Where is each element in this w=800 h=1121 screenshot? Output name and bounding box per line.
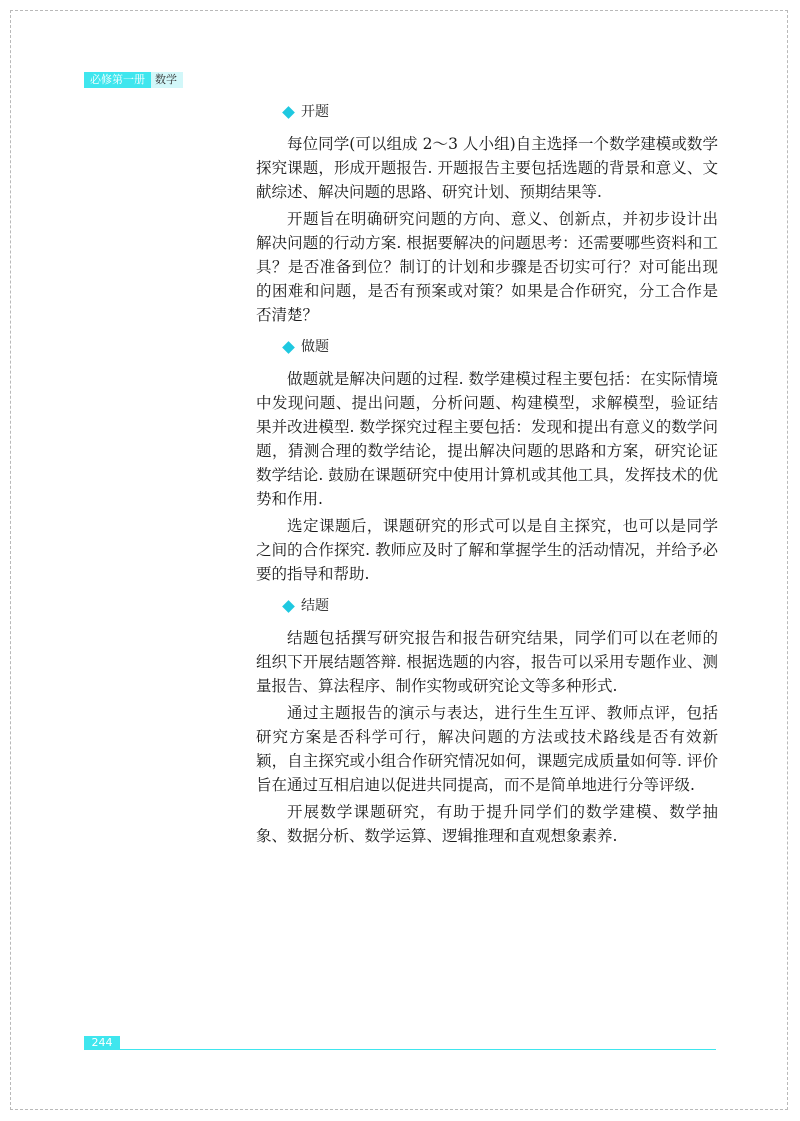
paragraph: 开题旨在明确研究问题的方向、意义、创新点，并初步设计出解决问题的行动方案. 根据要解决的问题思考：还需要哪些资料和工具？是否准备到位？制订的计划和步骤是否切实可行？对可能出现的困难和问题，是否有预案或对策？如果是合作研究，分工合作是否清楚？ <box>256 210 718 324</box>
section-jieti <box>256 594 718 848</box>
section-zuoti <box>256 335 718 586</box>
diamond-bullet-icon <box>282 106 295 119</box>
paragraph: 每位同学(可以组成 2～3 人小组)自主选择一个数学建模或数学探究课题，形成开题报告. 开题报告主要包括选题的背景和意义、文献综述、解决问题的思路、研究计划、预期结果等. <box>256 135 718 201</box>
subject-label: 数学 <box>151 72 183 88</box>
book-tag: 必修第一册 <box>84 72 151 88</box>
diamond-bullet-icon <box>282 600 295 613</box>
section-title: 做题 <box>301 339 329 355</box>
paragraph: 做题就是解决问题的过程. 数学建模过程主要包括：在实际情境中发现问题、提出问题，分析问题、构建模型，求解模型，验证结果并改进模型. 数学探究过程主要包括：发现和提出有意义的数学问题，猜测合理的数学结论，提出解决问题的思路和方案，研究论证数学结论. 鼓励在课题研究中使用计算机或其他工具，发挥技术的优势和作用. <box>256 370 718 508</box>
main-content <box>256 92 718 854</box>
section-title: 开题 <box>301 104 329 120</box>
paragraph: 选定课题后，课题研究的形式可以是自主探究，也可以是同学之间的合作探究. 教师应及时了解和掌握学生的活动情况，并给予必要的指导和帮助. <box>256 517 718 583</box>
section-heading <box>284 100 718 124</box>
section-title: 结题 <box>301 598 329 614</box>
running-header <box>84 72 183 88</box>
diamond-bullet-icon <box>282 341 295 354</box>
paragraph: 通过主题报告的演示与表达，进行生生互评、教师点评，包括研究方案是否科学可行，解决问题的方法或技术路线是否有效新颖，自主探究或小组合作研究情况如何，课题完成质量如何等. 评价旨在通过互相启迪以促进共同提高，而不是简单地进行分等评级. <box>256 704 718 794</box>
paragraph: 结题包括撰写研究报告和报告研究结果，同学们可以在老师的组织下开展结题答辩. 根据选题的内容，报告可以采用专题作业、测量报告、算法程序、制作实物或研究论文等多种形式. <box>256 629 718 695</box>
section-heading <box>284 335 718 359</box>
section-kaiti <box>256 100 718 327</box>
page-footer <box>84 1036 716 1050</box>
paragraph: 开展数学课题研究，有助于提升同学们的数学建模、数学抽象、数据分析、数学运算、逻辑推理和直观想象素养. <box>256 803 718 845</box>
footer-rule <box>120 1049 716 1050</box>
section-heading <box>284 594 718 618</box>
page-number: 244 <box>84 1036 120 1050</box>
